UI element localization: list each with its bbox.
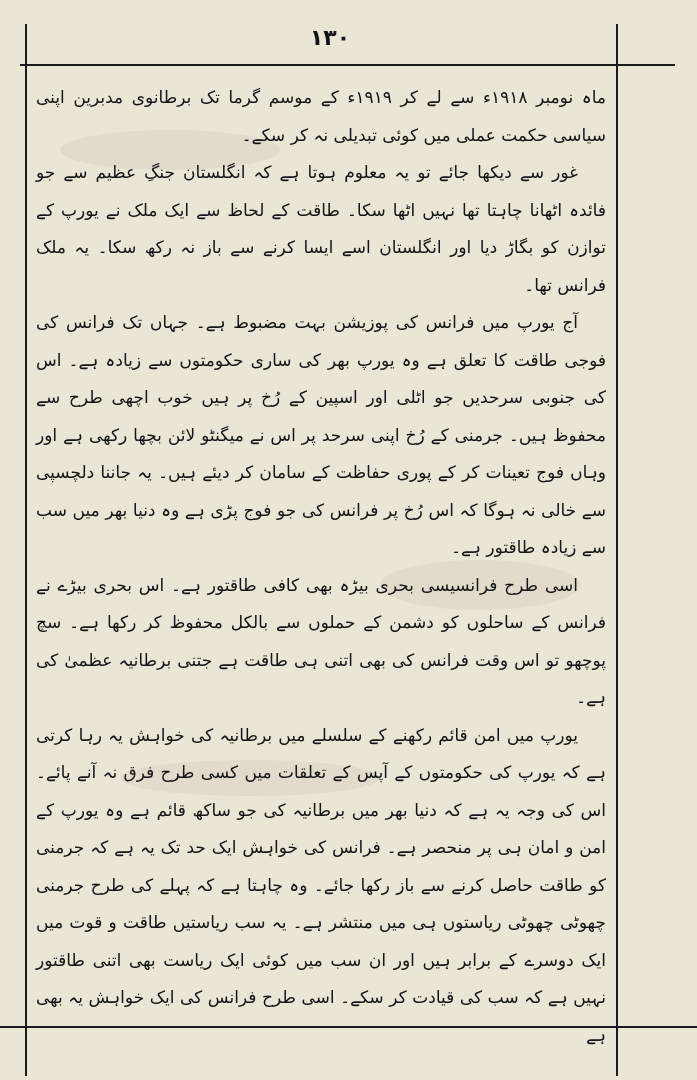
paragraph: غور سے دیکھا جائے تو یہ معلوم ہوتا ہے کہ انگلستان جنگِ عظیم سے جو فائدہ اٹھانا چاہتا تھا نہیں اٹھا سکا۔ طاقت کے لحاظ سے ایک ملک نے یورپ کے توازن کو بگاڑ دیا اور انگلستان اسے ایسا کرنے سے باز نہ رکھ سکا۔ یہ ملک فرانس تھا۔ <box>36 163 606 296</box>
paragraph: آج یورپ میں فرانس کی پوزیشن بہت مضبوط ہے۔ جہاں تک فرانس کی فوجی طاقت کا تعلق ہے وہ یورپ بھر کی ساری حکومتوں سے زیادہ ہے۔ اس کی جنوبی سرحدیں جو اٹلی اور اسپین کے رُخ پر ہیں خوب اچھی طرح سے محفوظ ہیں۔ جرمنی کے رُخ اپنی سرحد پر اس نے میگنٹو لائن بچھا رکھی ہے اور وہاں فوج تعینات کر کے پوری حفاظت کے سامان کر دیئے ہیں۔ یہ جاننا دلچسپی سے خالی نہ ہوگا کہ اس رُخ پر فرانس کی جو فوج پڑی ہے وہ دنیا بھر میں سب سے زیادہ طاقتور ہے۔ <box>36 313 606 558</box>
paragraph: ماہ نومبر ۱۹۱۸ء سے لے کر ۱۹۱۹ء کے موسم گرما تک برطانوی مدبرین اپنی سیاسی حکمت عملی میں کوئی تبدیلی نہ کر سکے۔ <box>36 88 607 146</box>
left-margin-line <box>25 24 27 1076</box>
paragraph: اسی طرح فرانسیسی بحری بیڑہ بھی کافی طاقتور ہے۔ اس بحری بیڑے نے فرانس کے ساحلوں کو دشمن کے حملوں سے بالکل محفوظ کر رکھا ہے۔ سچ پوچھو تو اس وقت فرانس کی بھی اتنی ہی طاقت ہے جتنی برطانیہ عظمیٰ کی ہے۔ <box>36 575 606 708</box>
right-margin-line <box>616 24 618 1076</box>
header-rule <box>20 64 675 66</box>
body-text <box>36 80 607 1046</box>
page-number: ۱۳۰ <box>309 26 351 51</box>
paragraph: یورپ میں امن قائم رکھنے کے سلسلے میں برطانیہ کی خواہش یہ رہا کرتی ہے کہ یورپ کی حکومتوں کے آپس کے تعلقات میں کسی طرح فرق نہ آنے پائے۔ اس کی وجہ یہ ہے کہ دنیا بھر میں برطانیہ کی جو ساکھ قائم ہے وہ یورپ کے امن و امان ہی پر منحصر ہے۔ فرانس کی خواہش ایک حد تک یہ ہے کہ جرمنی کو طاقت حاصل کرنے سے باز رکھا جائے۔ وہ چاہتا ہے کہ پہلے کی طرح جرمنی چھوٹی چھوٹی ریاستوں ہی میں منتشر ہے۔ یہ سب ریاستیں طاقت و قوت میں ایک دوسرے کے برابر ہیں اور ان سب میں کوئی ایک ریاست بھی اتنی طاقتور نہیں ہے کہ سب کی قیادت کر سکے۔ اسی طرح فرانس کی ایک خواہش یہ بھی ہے <box>36 725 606 1046</box>
